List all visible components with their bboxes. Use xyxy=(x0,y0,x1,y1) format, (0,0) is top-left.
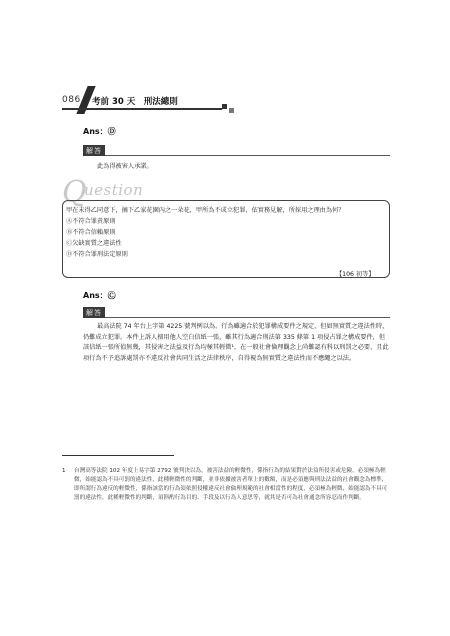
solution-tag: 解答 xyxy=(83,145,105,156)
footnote-rule xyxy=(62,455,174,456)
answer-label: Ans： xyxy=(83,127,108,136)
answer-value: Ⓒ xyxy=(107,291,116,300)
page-number: 086 xyxy=(62,95,81,105)
footnote-text: 台灣高等法院 102 年度上易字第 2792 號判決以為，被害法益的輕微性，係指行為的結果對於法益所侵害或危險，必須極為輕微，始能認為不具可罰的違法性，此種輕微性的判斷，並非依據被害者單上的數額，而是必須應與刑法法益的社會觀念為標準，即所謂行為違反的輕微性，係指該當的行為須依照侵權違反社會倫理規範的社會相當性的程度，必須極為輕微，始能認為不具可罰的違法性，此種輕微性的判斷，須斟酌行為目的、手段及以行為人意思等，就其是否可為社會通念所容忍而作判斷。 xyxy=(74,468,388,501)
answer-1 xyxy=(83,126,116,137)
option-c: Ⓒ欠缺實質之違法性 xyxy=(66,240,122,247)
solution-text-2: 最高法院 74 年台上字第 4225 號判例以為，行為雖適合於犯罪構成要件之規定，但如無實質之違法性時，仍難成立犯罪。本件上訴人擅用他人空白信紙一張，雖其行為適合刑法第 335 條第 1 項侵占罪之構成要件，但該信紙一張所值無幾，其侵害之法益及行為均極其輕微¹，在一般社會倫理觀念上尚難認有科以刑罰之必要，且此項行為不予追訴處罰亦不違反社會共同生活之法律秩序，自得視為無實質之違法性而不應繩之以法。 xyxy=(83,323,389,362)
footnote-marker: 1 xyxy=(62,468,66,474)
header-rule xyxy=(62,108,222,110)
question-watermark-word: uestion xyxy=(84,181,144,199)
option-a: Ⓐ不符合罪責原則 xyxy=(66,218,116,225)
answer-label: Ans： xyxy=(83,291,108,300)
option-b: Ⓑ不符合信賴原則 xyxy=(66,229,116,236)
question-stem: 甲在未得乙同意下，摘下乙家花園內之一朵花，甲所為不成立犯罪，依實務見解，所採用之理由為何？ xyxy=(66,207,345,214)
option-d: Ⓓ不符合罪刑法定原則 xyxy=(66,251,128,258)
header-square-icon xyxy=(229,108,234,113)
answer-2 xyxy=(83,290,116,301)
header-square-icon xyxy=(222,104,227,109)
solution-tag-rule xyxy=(105,317,390,318)
answer-value: Ⓓ xyxy=(107,127,116,136)
question-watermark-q: Q xyxy=(62,175,87,210)
solution-text-1: 此為得被害人承諾。 xyxy=(97,163,153,170)
question-content xyxy=(66,205,386,260)
chapter-title: 考前 30 天 刑法總則 xyxy=(92,97,178,107)
solution-tag-rule xyxy=(105,155,390,156)
question-source: 【106 初等】 xyxy=(336,271,375,278)
solution-tag: 解答 xyxy=(83,307,105,318)
